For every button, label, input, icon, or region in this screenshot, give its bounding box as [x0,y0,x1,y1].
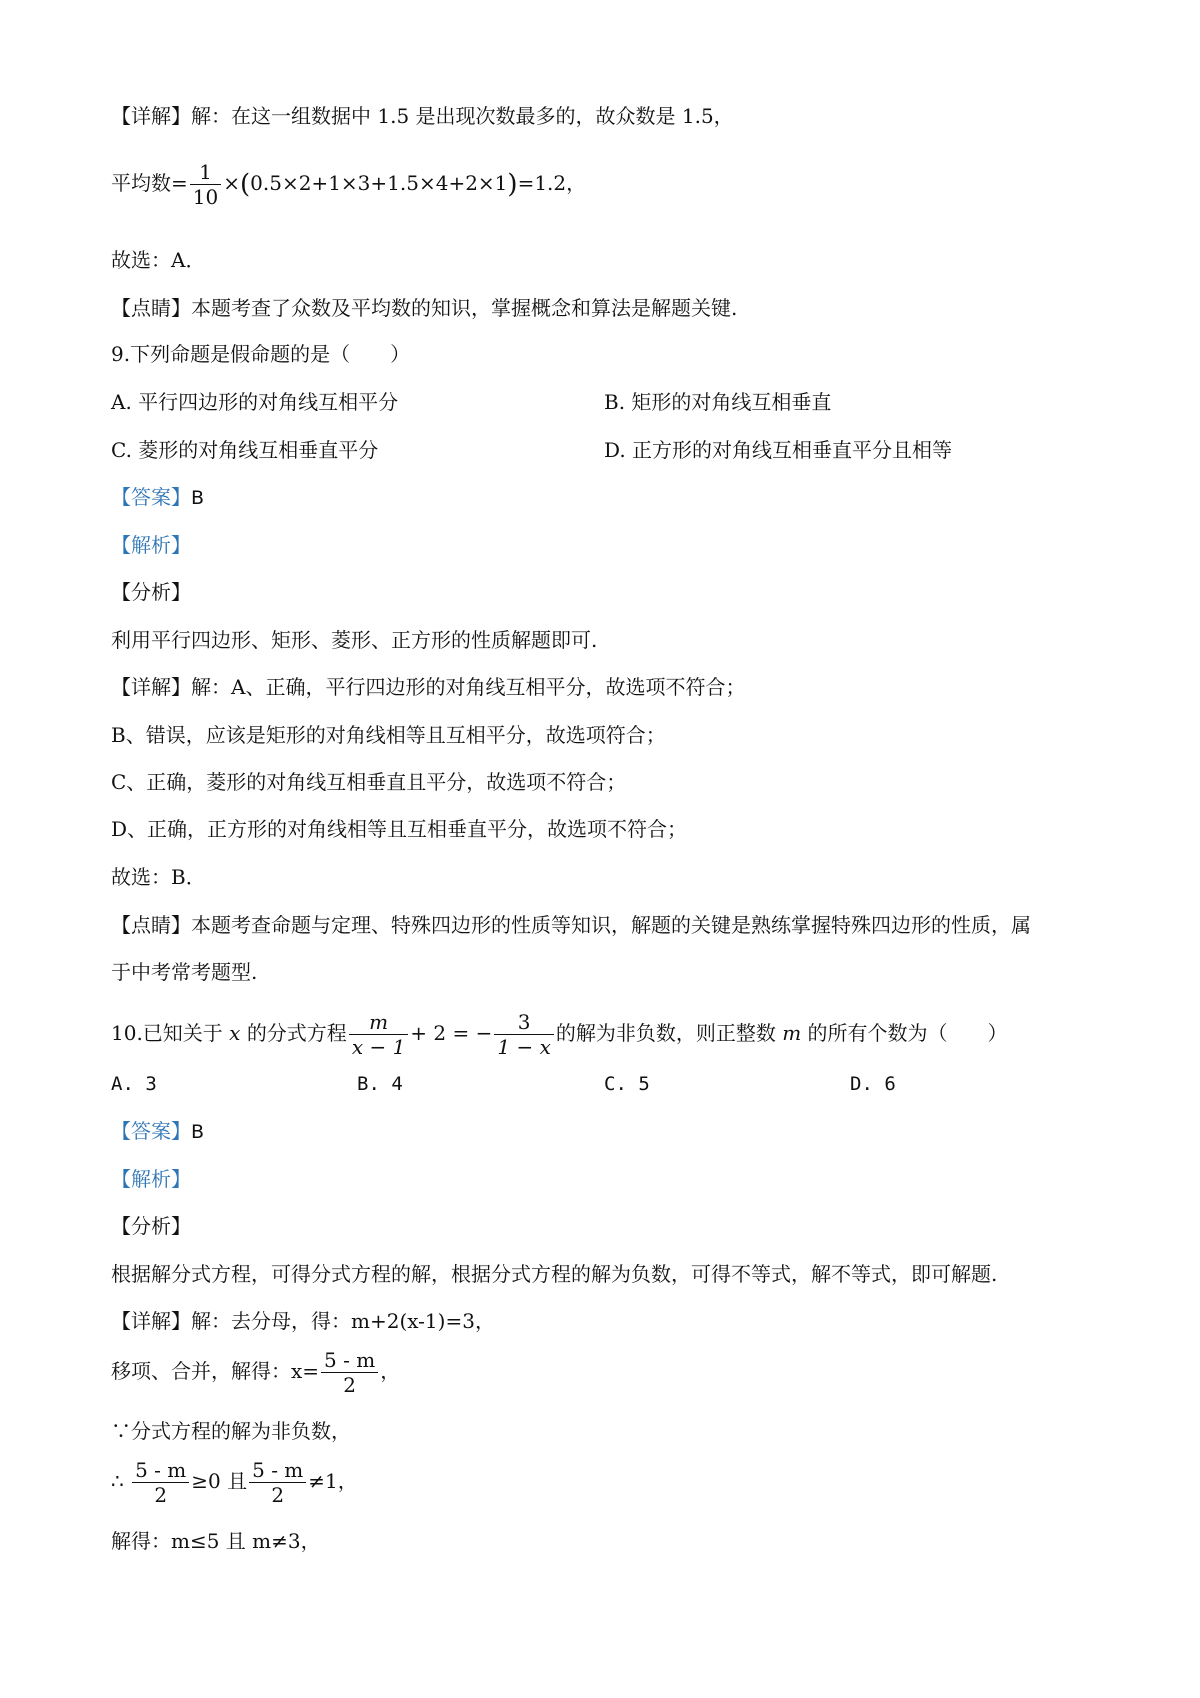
q10-frac2-num: 3 [517,1010,531,1034]
q9-fenxi-text: 利用平行四边形、矩形、菱形、正方形的性质解题即可. [111,628,598,652]
detail-text-mode: 【详解】解：在这一组数据中 1.5 是出现次数最多的，故众数是 1.5， [111,104,734,128]
q10-t-frac2-den: 2 [249,1482,306,1507]
q9-answer [111,483,204,512]
q10-therefore-line [111,1458,358,1507]
choose-a: 故选：A． [111,248,206,272]
q10-frac1 [349,1010,408,1059]
q9-detail-line: 【详解】解：A、正确，平行四边形的对角线互相平分，故选项不符合； [111,675,746,699]
q10-frac2 [494,1010,553,1059]
q10-t-mid: ≥0 且 [191,1469,248,1493]
comment-mode-mean: 【点睛】本题考查了众数及平均数的知识，掌握概念和算法是解题关键. [111,296,738,320]
q10-answer-label: 【答案】 [111,1119,191,1143]
q10-option-c: C. 5 [604,1073,650,1095]
mean-times: × [223,171,240,195]
q10-frac1-num: m [369,1010,389,1034]
q9-detail-line: D、正确，正方形的对角线相等且互相垂直平分，故选项不符合； [111,817,688,841]
q10-question [111,1010,1008,1059]
q10-fenxi-text: 根据解分式方程，可得分式方程的解，根据分式方程的解为负数，可得不等式，解不等式，即可解题. [111,1262,998,1286]
q10-mid2: 的解为非负数，则正整数 [555,1021,776,1045]
q10-option-b: B. 4 [357,1073,403,1095]
q10-t-suffix: ≠1， [308,1469,358,1493]
q10-eq: + 2 = − [410,1021,493,1045]
q10-prefix: 10.已知关于 [111,1021,223,1045]
q10-move-frac-den: 2 [321,1372,378,1397]
q10-move-frac-num: 5 - m [324,1348,376,1372]
q10-answer [111,1117,204,1146]
q9-comment-line2: 于中考常考题型. [111,960,258,984]
mean-formula [111,160,586,209]
therefore-icon: ∴ [111,1469,124,1493]
q10-var-x: x [229,1021,241,1045]
q10-t-frac1 [132,1458,189,1507]
q9-option-a: A. 平行四边形的对角线互相平分 [111,390,399,414]
mean-frac-den: 10 [190,184,221,209]
mean-prefix: 平均数= [111,171,188,195]
q10-move-frac [321,1348,378,1397]
q10-t-frac2-num: 5 - m [252,1458,304,1482]
mean-frac-num: 1 [199,160,212,184]
right-paren-icon: ) [507,169,518,200]
q10-frac1-den: x − 1 [349,1034,408,1059]
q9-comment-line1: 【点睛】本题考查命题与定理、特殊四边形的性质等知识，解题的关键是熟练掌握特殊四边形的性质，属 [111,913,1031,937]
q9-detail-line: B、错误，应该是矩形的对角线相等且互相平分，故选项符合； [111,723,666,747]
q10-move-suffix: ， [380,1359,401,1383]
q10-move-prefix: 移项、合并，解得：x= [111,1359,320,1383]
q9-fenxi-label: 【分析】 [111,580,191,604]
q9-option-d: D. 正方形的对角线互相垂直平分且相等 [604,438,953,462]
q10-t-frac1-den: 2 [132,1482,189,1507]
mean-fraction [190,160,221,209]
q10-t-frac2 [249,1458,306,1507]
q10-frac2-den: 1 − x [494,1034,553,1059]
q10-fenxi-label: 【分析】 [111,1214,191,1238]
q9-answer-label: 【答案】 [111,485,191,509]
q9-answer-value: B [191,487,205,509]
q10-solve: 解得：m≤5 且 m≠3， [111,1529,321,1553]
q9-detail-line: C、正确，菱形的对角线互相垂直且平分，故选项不符合； [111,770,627,794]
mean-expression: 0.5×2+1×3+1.5×4+2×1 [250,171,508,195]
q9-option-b: B. 矩形的对角线互相垂直 [604,390,832,414]
q9-question: 9.下列命题是假命题的是（ ） [111,342,411,366]
q10-because: ∵分式方程的解为非负数， [111,1419,351,1443]
q10-option-d: D. 6 [850,1073,896,1095]
q10-suffix: 的所有个数为（ ） [807,1021,1008,1045]
q10-answer-value: B [191,1121,205,1143]
left-paren-icon: ( [239,169,251,200]
mean-result: =1.2， [517,171,587,195]
q10-detail1: 【详解】解：去分母，得：m+2(x-1)=3， [111,1309,495,1333]
q10-option-a: A. 3 [111,1073,157,1095]
q9-analysis-label: 【解析】 [111,533,191,557]
q10-analysis-label: 【解析】 [111,1167,191,1191]
q9-choose: 故选：B． [111,865,206,889]
q10-mid1: 的分式方程 [246,1021,347,1045]
q9-option-c: C. 菱形的对角线互相垂直平分 [111,438,379,462]
q10-move-line [111,1348,400,1397]
q10-var-m: m [782,1021,802,1045]
q10-t-frac1-num: 5 - m [135,1458,187,1482]
